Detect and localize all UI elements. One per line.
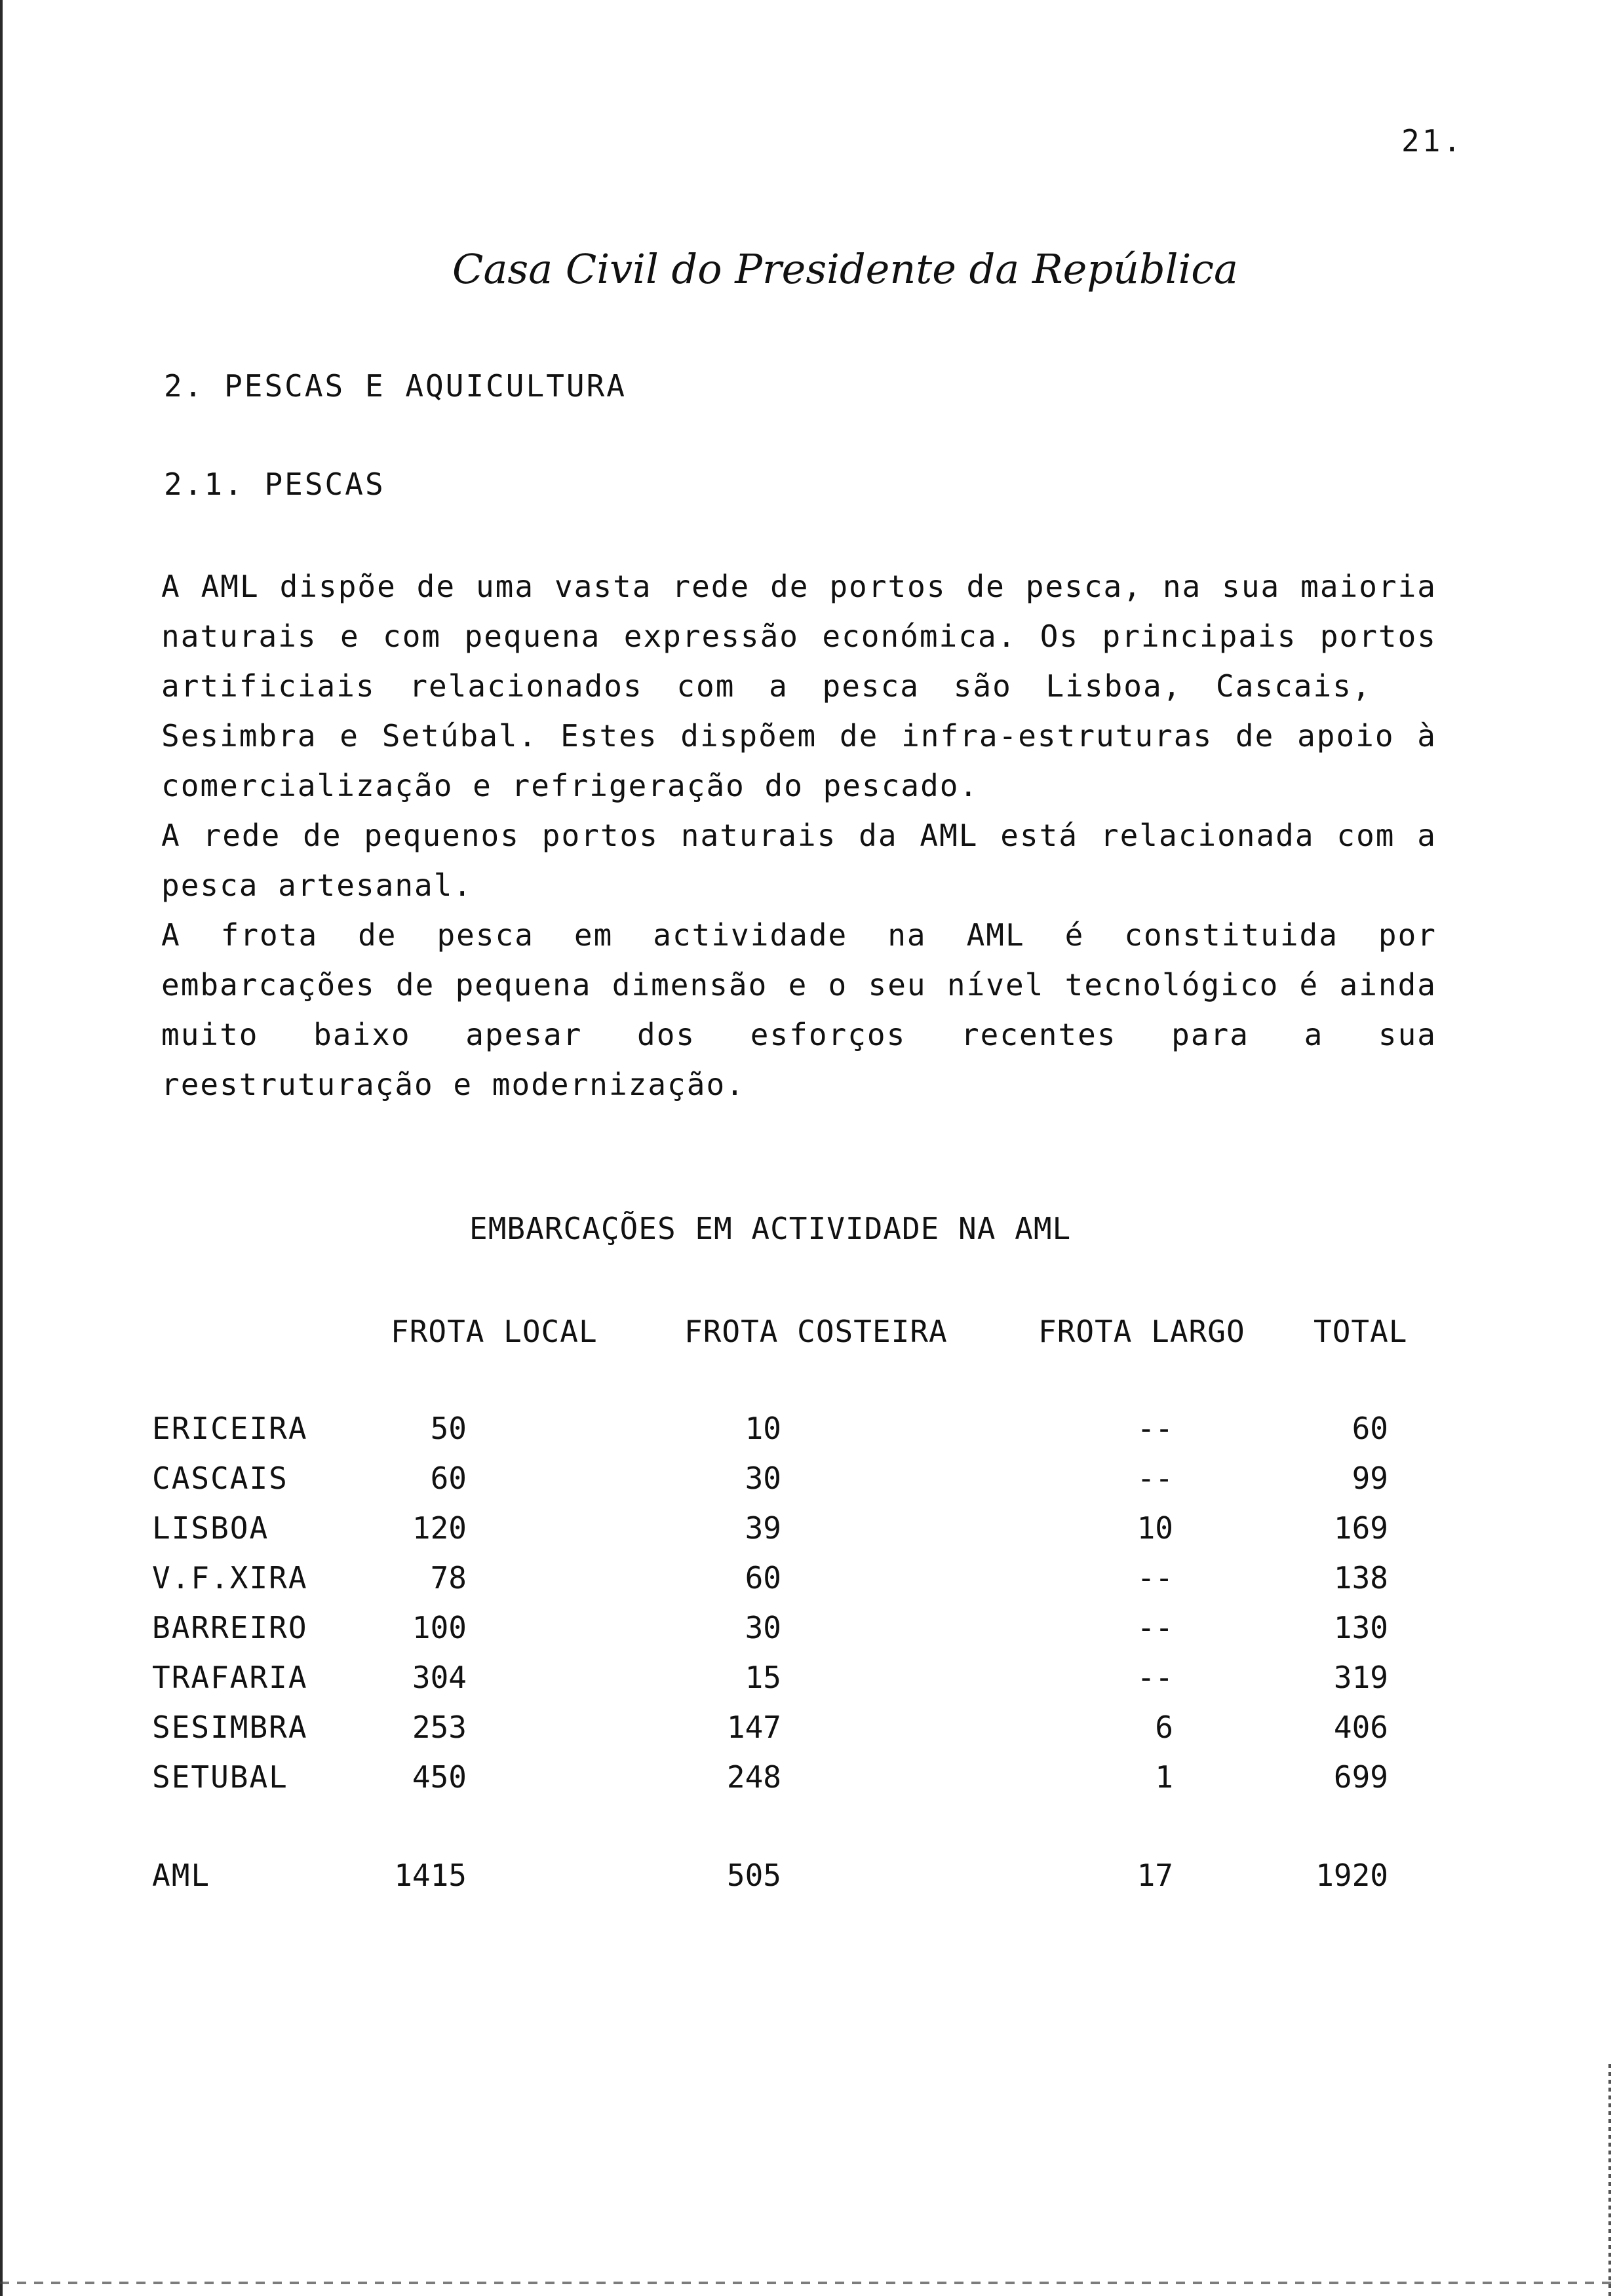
cell-frota-local: 253 <box>412 1710 467 1745</box>
cell-total: 699 <box>1333 1759 1388 1795</box>
cell-total: 60 <box>1352 1411 1388 1446</box>
cell-total: 1920 <box>1315 1858 1388 1893</box>
scan-edge-left <box>0 0 3 2296</box>
table-row <box>0 1404 1615 1453</box>
row-label: BARREIRO <box>152 1610 308 1645</box>
cell-frota-local: 50 <box>430 1411 467 1446</box>
cell-frota-largo: 17 <box>1137 1858 1173 1893</box>
page-number: 21. <box>1401 123 1464 159</box>
table-total-row <box>0 1850 1615 1900</box>
letterhead-text: Casa Civil do Presidente da República <box>452 245 1238 293</box>
body-line: A rede de pequenos portos naturais da AML está relacionada com a <box>161 818 1437 853</box>
table-row <box>0 1503 1615 1553</box>
letterhead <box>452 231 1238 309</box>
row-label: SESIMBRA <box>152 1710 308 1745</box>
cell-frota-local: 100 <box>412 1610 467 1645</box>
row-label: ERICEIRA <box>152 1411 308 1446</box>
cell-frota-largo: 6 <box>1155 1710 1173 1745</box>
table-title: EMBARCAÇÕES EM ACTIVIDADE NA AML <box>469 1211 1072 1246</box>
cell-frota-costeira: 39 <box>745 1510 781 1546</box>
cell-frota-costeira: 505 <box>726 1858 781 1893</box>
cell-frota-costeira: 30 <box>745 1610 781 1645</box>
cell-frota-largo: -- <box>1137 1411 1173 1446</box>
cell-frota-costeira: 30 <box>745 1461 781 1496</box>
table-row <box>0 1553 1615 1603</box>
cell-frota-costeira: 147 <box>726 1710 781 1745</box>
cell-total: 406 <box>1333 1710 1388 1745</box>
body-line: A AML dispõe de uma vasta rede de portos de pesca, na sua maioria <box>161 569 1437 604</box>
cell-total: 99 <box>1352 1461 1388 1496</box>
table-row <box>0 1453 1615 1503</box>
table-row <box>0 1603 1615 1653</box>
table-row <box>0 1702 1615 1752</box>
body-paragraphs <box>161 562 1437 1109</box>
cell-frota-largo: 1 <box>1155 1759 1173 1795</box>
body-line: muito baixo apesar dos esforços recentes para a sua <box>161 1017 1437 1052</box>
subsection-heading: 2.1. PESCAS <box>164 467 385 502</box>
body-line: artificiais relacionados com a pesca são Lisboa, Cascais, <box>161 668 1372 704</box>
column-header-frota-largo: FROTA LARGO <box>1038 1314 1245 1349</box>
body-line: A frota de pesca em actividade na AML é constituida por <box>161 917 1437 953</box>
cell-frota-local: 450 <box>412 1759 467 1795</box>
cell-total: 138 <box>1333 1560 1388 1596</box>
body-line: pesca artesanal. <box>161 868 473 903</box>
row-label: CASCAIS <box>152 1461 288 1496</box>
body-line: naturais e com pequena expressão económica. Os principais portos <box>161 619 1437 654</box>
cell-frota-largo: -- <box>1137 1461 1173 1496</box>
row-label: SETUBAL <box>152 1759 288 1795</box>
column-header-total: TOTAL <box>1313 1314 1408 1349</box>
cell-frota-costeira: 248 <box>726 1759 781 1795</box>
cell-frota-largo: -- <box>1137 1660 1173 1695</box>
body-line: Sesimbra e Setúbal. Estes dispõem de infra-estruturas de apoio à <box>161 718 1437 754</box>
section-heading: 2. PESCAS E AQUICULTURA <box>164 368 627 404</box>
cell-total: 169 <box>1333 1510 1388 1546</box>
cell-frota-local: 304 <box>412 1660 467 1695</box>
cell-frota-local: 60 <box>430 1461 467 1496</box>
cell-frota-costeira: 10 <box>745 1411 781 1446</box>
column-header-frota-local: FROTA LOCAL <box>391 1314 598 1349</box>
body-line: embarcações de pequena dimensão e o seu nível tecnológico é ainda <box>161 967 1437 1003</box>
row-label: TRAFARIA <box>152 1660 308 1695</box>
body-line: comercialização e refrigeração do pescado. <box>161 768 979 803</box>
cell-frota-local: 120 <box>412 1510 467 1546</box>
table-row <box>0 1653 1615 1702</box>
row-label: LISBOA <box>152 1510 269 1546</box>
cell-frota-local: 78 <box>430 1560 467 1596</box>
cell-frota-largo: -- <box>1137 1560 1173 1596</box>
cell-total: 319 <box>1333 1660 1388 1695</box>
cell-total: 130 <box>1333 1610 1388 1645</box>
column-header-frota-costeira: FROTA COSTEIRA <box>684 1314 948 1349</box>
cell-frota-local: 1415 <box>394 1858 467 1893</box>
table-row <box>0 1752 1615 1802</box>
cell-frota-costeira: 15 <box>745 1660 781 1695</box>
row-label: V.F.XIRA <box>152 1560 308 1596</box>
scan-edge-right <box>1608 2064 1611 2296</box>
cell-frota-costeira: 60 <box>745 1560 781 1596</box>
cell-frota-largo: -- <box>1137 1610 1173 1645</box>
body-line: reestruturação e modernização. <box>161 1067 745 1102</box>
scan-edge-bottom <box>0 2282 1615 2284</box>
cell-frota-largo: 10 <box>1137 1510 1173 1546</box>
row-label: AML <box>152 1858 211 1893</box>
